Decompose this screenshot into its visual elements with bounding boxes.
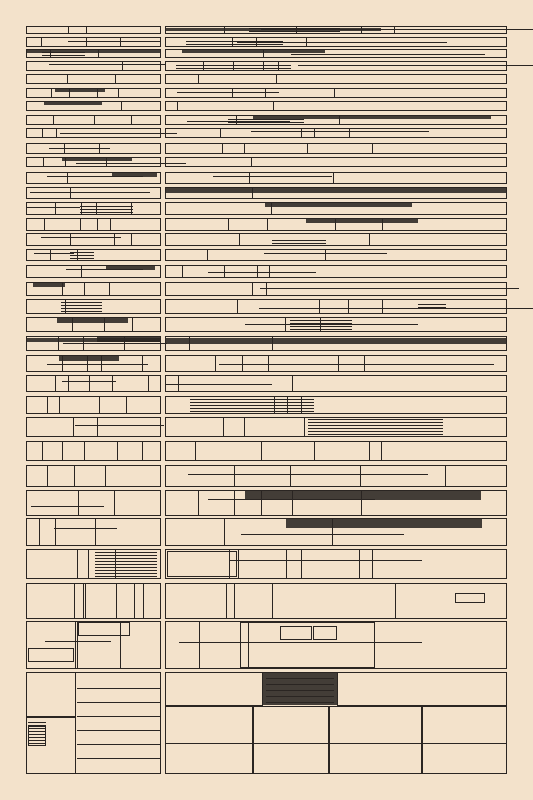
left-band-divider (47, 396, 48, 414)
left-band-1 (26, 37, 161, 47)
left-dark-strip (55, 89, 105, 92)
right-bottom-rule (165, 743, 507, 744)
left-band-divider (74, 465, 75, 487)
left-bottom-rule (77, 702, 161, 703)
left-band-divider (42, 441, 43, 461)
right-band-divider (267, 218, 268, 231)
right-band-divider (177, 101, 178, 111)
left-band-divider (84, 282, 85, 296)
dark-strip-mid (166, 338, 506, 344)
left-band-divider (132, 317, 133, 332)
left-band-divider (122, 61, 123, 71)
right-band-divider (244, 417, 245, 437)
right-lower-cell-b (395, 583, 507, 619)
left-lower-tiny (28, 648, 74, 662)
right-band-15 (165, 233, 507, 246)
right-band-divider (207, 249, 208, 261)
right-band-divider (445, 465, 446, 487)
hatched-block (70, 251, 94, 259)
dark-strip-left-top (26, 50, 161, 53)
right-band-8 (165, 128, 507, 138)
left-band-rule (62, 381, 116, 382)
left-band-rule (75, 425, 164, 426)
left-band-0 (26, 26, 161, 34)
left-lower-cell-b (26, 583, 84, 619)
right-band-divider (239, 233, 240, 246)
right-band-9 (165, 143, 507, 154)
right-band-divider (232, 88, 233, 98)
left-band-divider (112, 375, 113, 392)
left-band-divider (47, 465, 48, 487)
right-band-divider (314, 441, 315, 461)
left-band-divider (89, 375, 90, 392)
right-band-rule (298, 65, 533, 66)
right-bottom-cell-a (165, 672, 263, 706)
right-bottom-panel-rule (266, 696, 334, 697)
left-band-divider (115, 74, 116, 84)
right-band-divider (314, 128, 315, 138)
right-band-rule (166, 384, 272, 385)
right-band-divider (272, 583, 273, 619)
left-band-divider (53, 115, 54, 125)
left-band-28 (26, 490, 161, 516)
right-band-divider (348, 299, 349, 314)
right-band-divider (333, 172, 334, 184)
left-band-divider (70, 187, 71, 199)
right-bottom-cell-d (165, 706, 253, 774)
left-band-divider (41, 37, 42, 47)
left-bottom-rule (77, 716, 161, 717)
right-band-divider (372, 549, 373, 579)
left-band-divider (121, 101, 122, 111)
right-band-divider (372, 143, 373, 154)
right-band-rule (264, 253, 387, 254)
right-band-divider (199, 621, 200, 669)
hatched-block (190, 398, 314, 412)
hatched-block (95, 551, 157, 577)
left-band-divider (118, 88, 119, 98)
left-band-rule (68, 41, 161, 42)
left-band-3 (26, 61, 161, 71)
right-band-rule (177, 92, 279, 93)
left-band-divider (81, 265, 82, 278)
left-band-divider (67, 172, 68, 184)
left-band-divider (70, 233, 71, 246)
right-band-divider (234, 465, 235, 487)
left-band-divider (50, 249, 51, 261)
left-band-divider (86, 37, 87, 47)
right-mid-subgrid (280, 626, 312, 640)
right-band-5 (165, 88, 507, 98)
left-band-divider (39, 518, 40, 546)
right-dark-strip (265, 203, 412, 207)
right-band-divider (198, 74, 199, 84)
right-band-divider (369, 233, 370, 246)
dark-strip-left-mid (26, 338, 161, 342)
right-band-18 (165, 282, 507, 296)
right-band-divider (334, 88, 335, 98)
right-dark-strip (182, 50, 325, 53)
left-band-rule (27, 207, 80, 208)
right-band-rule (260, 288, 519, 289)
right-band-divider (276, 74, 277, 84)
left-bottom-rule (77, 744, 161, 745)
right-band-divider (261, 441, 262, 461)
left-band-divider (55, 518, 56, 546)
left-band-divider (117, 441, 118, 461)
right-band-divider (273, 101, 274, 111)
right-band-divider (251, 157, 252, 167)
right-band-27 (165, 465, 507, 487)
right-band-divider (252, 282, 253, 296)
right-bottom-panel-rule (266, 678, 334, 679)
left-dark-strip (44, 102, 102, 105)
right-band-divider (215, 355, 216, 372)
left-band-divider (68, 375, 69, 392)
hatched-block (176, 63, 291, 69)
left-band-divider (105, 465, 106, 487)
left-band-divider (43, 157, 44, 167)
hatched-block (61, 301, 102, 312)
right-band-divider (307, 143, 308, 154)
left-band-divider (131, 233, 132, 246)
hatched-block (290, 319, 352, 330)
right-band-16 (165, 249, 507, 261)
right-band-rule (208, 272, 316, 273)
left-lower-cell-e (78, 622, 130, 636)
left-band-divider (73, 417, 74, 437)
left-band-divider (67, 74, 68, 84)
left-band-4 (26, 74, 161, 84)
left-band-divider (55, 202, 56, 215)
left-band-rule (41, 237, 121, 238)
left-band-14 (26, 218, 161, 231)
right-band-divider (228, 218, 229, 231)
left-band-divider (110, 218, 111, 231)
hatched-block (80, 204, 133, 213)
right-lower-cell-d (167, 551, 237, 577)
right-band-rule (219, 364, 494, 365)
right-band-divider (369, 441, 370, 461)
dark-strip-top (166, 28, 381, 31)
left-bottom-rule (77, 758, 161, 759)
right-band-divider (290, 465, 291, 487)
left-lower-cell-a (26, 549, 89, 579)
left-band-divider (78, 490, 79, 516)
left-band-divider (109, 282, 110, 296)
right-band-19 (165, 299, 507, 314)
left-band-divider (94, 115, 95, 125)
hatched-block (308, 419, 443, 435)
left-band-divider (126, 396, 127, 414)
right-band-divider (223, 417, 224, 437)
left-bottom-cell-a (26, 672, 76, 717)
right-band-rule (251, 131, 429, 132)
right-band-divider (237, 299, 238, 314)
right-band-rule (291, 54, 485, 55)
left-band-divider (99, 396, 100, 414)
left-dark-strip (106, 266, 155, 270)
left-band-divider (59, 396, 60, 414)
left-dark-strip (62, 158, 132, 161)
left-band-rule (49, 148, 110, 149)
left-band-divider (142, 441, 143, 461)
right-band-26 (165, 441, 507, 461)
left-band-divider (84, 441, 85, 461)
left-band-divider (86, 26, 87, 34)
left-band-divider (114, 233, 115, 246)
left-band-rule (34, 253, 74, 254)
right-band-4 (165, 74, 507, 84)
right-band-divider (301, 128, 302, 138)
right-dark-strip (306, 219, 418, 223)
left-band-divider (143, 583, 144, 619)
hatched-block (418, 302, 446, 308)
left-band-divider (131, 115, 132, 125)
right-band-divider (266, 282, 267, 296)
right-bottom-cell-c (337, 672, 507, 706)
right-band-divider (222, 143, 223, 154)
hatched-block (272, 238, 326, 244)
left-band-rule (49, 64, 166, 65)
left-band-divider (80, 218, 81, 231)
right-band-divider (182, 265, 183, 278)
left-dark-strip (57, 318, 128, 323)
right-band-rule (188, 474, 428, 475)
left-band-divider (44, 218, 45, 231)
right-band-divider (220, 128, 221, 138)
right-band-divider (195, 441, 196, 461)
right-band-rule (241, 534, 404, 535)
right-band-divider (244, 143, 245, 154)
right-band-divider (382, 299, 383, 314)
right-band-6 (165, 101, 507, 111)
left-band-divider (97, 218, 98, 231)
left-band-divider (55, 375, 56, 392)
right-mid-subgrid (313, 626, 337, 640)
hatched-block (228, 118, 304, 123)
left-bottom-rule (77, 688, 161, 689)
right-band-divider (224, 518, 225, 546)
left-band-divider (56, 128, 57, 138)
right-band-divider (234, 490, 235, 516)
left-band-rule (30, 192, 150, 193)
left-dark-strip (59, 356, 119, 361)
right-band-divider (304, 417, 305, 437)
left-band-25 (26, 417, 161, 437)
left-band-divider (120, 37, 121, 47)
hatched-block (186, 39, 283, 45)
right-bottom-panel-rule (266, 702, 334, 703)
dark-strip-wide (166, 188, 506, 193)
left-band-divider (42, 128, 43, 138)
right-dark-strip (245, 491, 481, 500)
right-dark-strip (286, 519, 482, 528)
left-band-divider (95, 518, 96, 546)
right-bottom-cell-g (422, 706, 507, 774)
right-band-divider (394, 26, 395, 34)
left-band-rule (60, 133, 177, 134)
left-bottom-rule (77, 730, 161, 731)
left-band-divider (68, 26, 69, 34)
right-band-11 (165, 172, 507, 184)
right-band-rule (259, 308, 533, 309)
left-band-rule (47, 364, 148, 365)
left-band-divider (97, 417, 98, 437)
right-band-divider (360, 465, 361, 487)
right-band-10 (165, 157, 507, 167)
right-band-divider (319, 299, 320, 314)
right-band-divider (349, 128, 350, 138)
right-band-rule (213, 176, 332, 177)
right-lower-tiny (455, 593, 485, 603)
left-band-23 (26, 375, 161, 392)
left-band-12 (26, 187, 161, 199)
left-band-15 (26, 233, 161, 246)
left-band-divider (51, 88, 52, 98)
left-lower-cell-c (85, 583, 135, 619)
right-band-divider (292, 375, 293, 392)
left-band-29 (26, 518, 161, 546)
right-bottom-cell-f (329, 706, 422, 774)
right-band-divider (325, 249, 326, 261)
left-bottom-tiny-grid (28, 726, 46, 746)
left-band-26 (26, 441, 161, 461)
left-band-rule (54, 528, 117, 529)
right-band-divider (249, 172, 250, 184)
right-bottom-cell-e (253, 706, 329, 774)
left-band-rule (63, 343, 167, 344)
right-lower-cell-c (238, 549, 360, 579)
left-dark-strip (112, 173, 157, 177)
left-band-divider (148, 375, 149, 392)
right-band-divider (381, 441, 382, 461)
right-band-divider (265, 88, 266, 98)
left-band-rule (31, 506, 104, 507)
left-dark-strip (33, 283, 65, 287)
right-bottom-panel-rule (266, 684, 334, 685)
right-bottom-panel-rule (266, 690, 334, 691)
right-lower-cell-a (165, 583, 235, 619)
left-band-divider (114, 490, 115, 516)
left-band-divider (62, 441, 63, 461)
right-band-divider (198, 490, 199, 516)
